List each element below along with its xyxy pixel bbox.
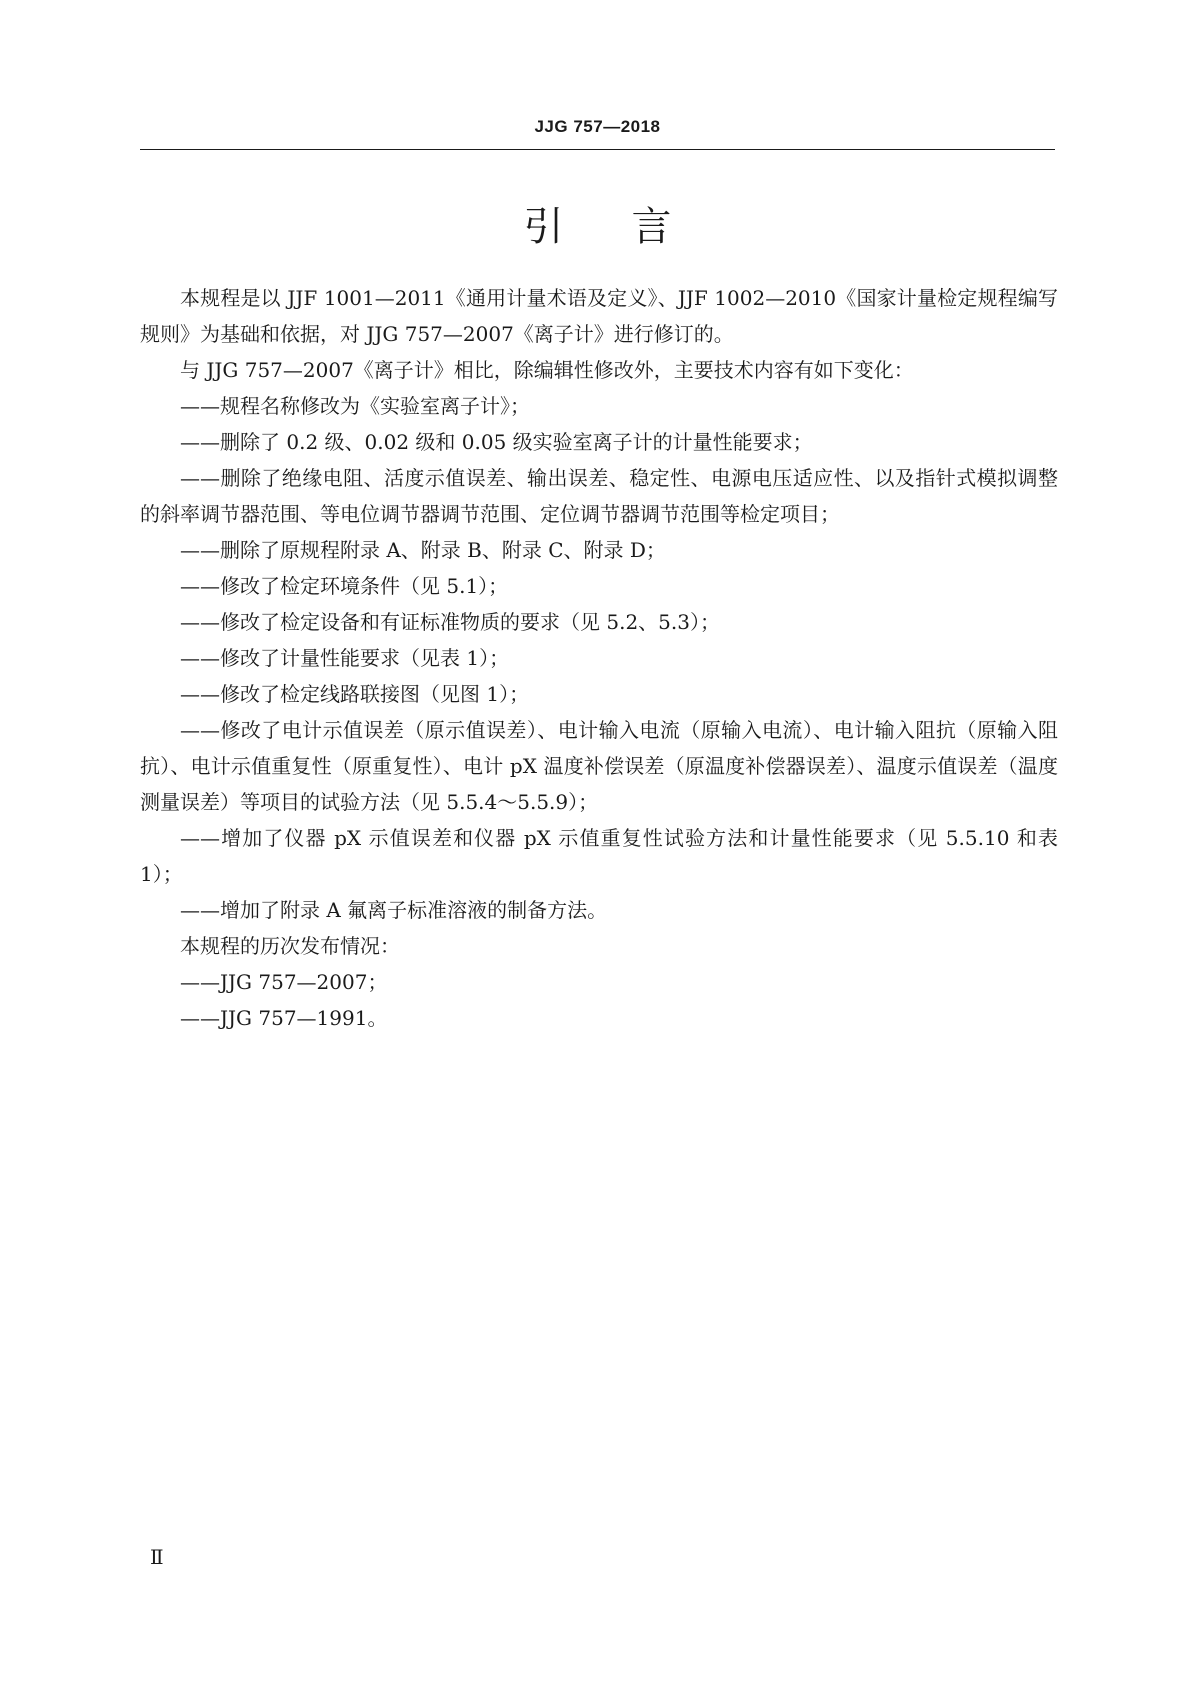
- change-item: ——规程名称修改为《实验室离子计》；: [180, 394, 530, 418]
- history-item: ——JJG 757—1991。: [180, 1006, 388, 1030]
- change-item: ——修改了计量性能要求（见表 1）；: [180, 646, 510, 670]
- change-item: ——删除了 0.2 级、0.02 级和 0.05 级实验室离子计的计量性能要求；: [180, 430, 813, 454]
- change-item: ——修改了检定设备和有证标准物质的要求（见 5.2、5.3）；: [180, 610, 720, 634]
- change-item: ——修改了检定线路联接图（见图 1）；: [180, 682, 530, 706]
- change-item: ——增加了附录 A 氟离子标准溶液的制备方法。: [180, 898, 608, 922]
- section-title: 引言: [523, 204, 740, 250]
- page-header-standard-number: JJG 757—2018: [534, 117, 661, 136]
- paragraph-basis: 本规程是以 JJF 1001—2011《通用计量术语及定义》、JJF 1002—2010《国家计量检定规程编写规则》为基础和依据，对 JJG 757—2007《离子计》进行修订的。: [140, 286, 1058, 346]
- change-item: ——删除了原规程附录 A、附录 B、附录 C、附录 D；: [180, 538, 666, 562]
- change-item: ——修改了检定环境条件（见 5.1）；: [180, 574, 509, 598]
- change-item: ——修改了电计示值误差（原示值误差）、电计输入电流（原输入电流）、电计输入阻抗（原输入阻抗）、电计示值重复性（原重复性）、电计 pX 温度补偿误差（原温度补偿器误差）、温度示值误差（温度测量误差）等项目的试验方法（见 5.5.4～5.5.9）；: [140, 718, 1058, 814]
- body-text: [140, 280, 1058, 1036]
- change-item: ——删除了绝缘电阻、活度示值误差、输出误差、稳定性、电源电压适应性、以及指针式模拟调整的斜率调节器范围、等电位调节器调节范围、定位调节器调节范围等检定项目；: [140, 466, 1058, 526]
- history-item: ——JJG 757—2007；: [180, 970, 388, 994]
- header-divider: [140, 149, 1055, 150]
- paragraph-history-intro: 本规程的历次发布情况：: [180, 934, 400, 958]
- paragraph-changes-intro: 与 JJG 757—2007《离子计》相比，除编辑性修改外，主要技术内容有如下变化：: [180, 358, 914, 382]
- page-number: Ⅱ: [150, 1545, 164, 1569]
- change-item: ——增加了仪器 pX 示值误差和仪器 pX 示值重复性试验方法和计量性能要求（见 5.5.10 和表 1）；: [140, 826, 1058, 886]
